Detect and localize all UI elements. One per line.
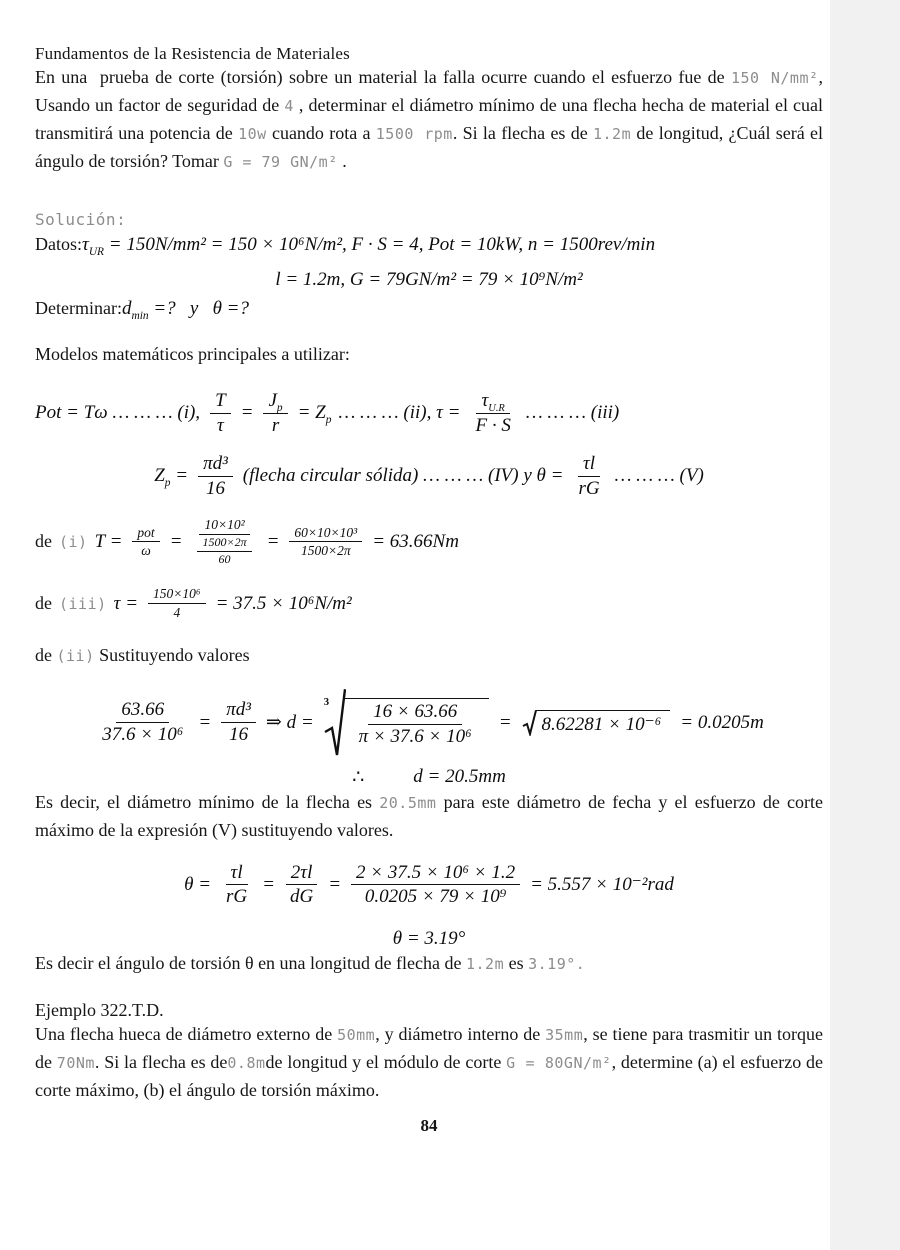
fraction-numerator: τl <box>226 862 248 886</box>
datos-label: Datos: <box>35 234 82 254</box>
subscript: min <box>131 309 149 322</box>
text-run: , Usando un factor de seguridad de <box>35 67 824 115</box>
math-text: = 0.0205m <box>680 711 764 733</box>
text-run: . <box>337 151 347 171</box>
equation-torque <box>35 517 823 566</box>
fraction-numerator: πd³ <box>221 699 256 723</box>
math-text: = 150N/mm² = 150 × 10⁶N/m², F · S = 4, Pot = 10kW, n = 1500rev/min <box>104 234 656 255</box>
radical-sign-icon <box>522 709 537 736</box>
fraction-numerator: 1500×2π <box>197 536 251 552</box>
text-run-mono: 10w <box>238 125 267 143</box>
math-text: Pot = Tω … … … (i), <box>35 402 201 424</box>
text-run-mono: 20.5mm <box>379 793 437 812</box>
equation-ref: (i) <box>59 532 88 551</box>
fraction-denominator: 1500×2π <box>301 543 351 559</box>
math-text: θ = 3.19° <box>392 928 466 950</box>
text-run-mono: 1.2m <box>593 125 632 143</box>
math-text: = <box>328 873 342 895</box>
fraction-denominator: τ <box>216 414 224 436</box>
root-index: 3 <box>323 695 330 708</box>
fraction-denominator: dG <box>289 886 314 908</box>
text-run: , se tiene para trasmitir un torque de <box>35 1024 823 1073</box>
equation-theta-result <box>35 928 823 950</box>
fraction <box>573 453 604 500</box>
math-text: = 37.5 × 10⁶N/m² <box>215 592 352 614</box>
subscript: UR <box>88 245 104 258</box>
fraction-denominator: r <box>271 414 280 436</box>
math-text: … … … (V) <box>614 465 704 487</box>
math-text: θ = <box>184 873 212 895</box>
fraction <box>192 517 256 566</box>
text-run-mono: 150 N/mm² <box>730 69 819 87</box>
note-text: Sustituyendo valores <box>99 644 250 665</box>
datos-line <box>35 234 823 256</box>
fraction-numerator: πd³ <box>198 453 233 477</box>
text-run: Es decir el ángulo de torsión θ en una longitud de flecha de <box>35 953 466 974</box>
text-run: Una flecha hueca de diámetro externo de <box>35 1024 338 1045</box>
equation-ref: (ii) <box>56 646 95 665</box>
models-heading: Modelos matemáticos principales a utilizar: <box>35 344 350 364</box>
fraction <box>351 862 520 909</box>
fraction-denominator: π × 37.6 × 10⁶ <box>358 725 472 747</box>
text-run-mono: 70Nm <box>56 1054 95 1073</box>
fraction <box>198 453 233 500</box>
fraction-denominator: 60 <box>218 551 231 566</box>
fraction <box>221 862 252 909</box>
math-text: =? y θ =? <box>148 298 249 319</box>
fraction-numerator: 63.66 <box>116 699 169 723</box>
radicand <box>345 698 489 748</box>
math-text: ⇒ d = <box>265 712 314 734</box>
fraction-denominator: 16 <box>205 477 225 499</box>
equation-twist-angle <box>35 862 823 909</box>
fraction-denominator: rG <box>578 477 600 499</box>
fraction-numerator: 16 × 63.66 <box>368 701 462 725</box>
page-number: 84 <box>420 1116 438 1136</box>
determinar-line <box>35 298 823 320</box>
solution-label: Solución: <box>35 210 127 229</box>
example-statement <box>35 1021 823 1104</box>
fraction <box>221 699 256 746</box>
paragraph-angle-conclusion <box>35 950 823 978</box>
text-run-mono: 1500 rpm <box>375 125 453 143</box>
fraction-numerator: $J_p$ <box>263 390 287 414</box>
determinar-label: Determinar: <box>35 298 122 318</box>
text-run-mono: G = 80GN/m² <box>506 1054 612 1073</box>
math-text: d = 20.5mm <box>413 766 506 788</box>
subscript: p <box>325 414 332 427</box>
text-run: , determine (a) el esfuerzo de corte máximo, (b) el ángulo de torsión máximo. <box>35 1052 823 1101</box>
text-run: . Si la flecha es de <box>94 1052 228 1073</box>
math-text: = <box>198 711 212 733</box>
equation-tau-allowable <box>35 586 823 620</box>
math-text: = <box>262 873 275 895</box>
fraction-denominator: 37.6 × 10⁶ <box>102 724 184 746</box>
fraction-numerator: 2 × 37.5 × 10⁶ × 1.2 <box>351 862 520 886</box>
nested-fraction <box>197 536 251 567</box>
example-heading: Ejemplo 322.T.D. <box>35 1000 164 1021</box>
text-run-mono: 3.19°. <box>528 955 586 974</box>
cube-root-radical <box>324 688 489 758</box>
text-run: de longitud, ¿Cuál será el ángulo de torsión? Tomar <box>35 123 824 171</box>
subscript: p <box>276 401 283 414</box>
substitution-note <box>35 645 823 666</box>
fraction-denominator: rG <box>226 886 248 908</box>
math-text: = 5.557 × 10⁻²rad <box>530 874 674 896</box>
fraction <box>289 525 362 559</box>
fraction <box>97 699 188 746</box>
fraction-denominator: F · S <box>475 414 511 436</box>
fraction-denominator: 0.0205 × 79 × 10⁹ <box>364 886 507 908</box>
text-run-mono: G = 79 GN/m² <box>223 153 338 171</box>
fraction-numerator: pot <box>132 525 159 543</box>
page-content <box>35 0 823 1136</box>
radicand: 8.62281 × 10⁻⁶ <box>536 710 671 736</box>
page-edge-strip <box>830 0 900 1250</box>
therefore-symbol: ∴ <box>352 766 365 788</box>
math-text: (flecha circular sólida) … … … (IV) y θ = <box>242 465 564 487</box>
conclusion-diameter <box>35 766 823 789</box>
text-run: , y diámetro interno de <box>375 1024 546 1045</box>
text-run: . Si la flecha es de <box>452 123 593 143</box>
text-run: de longitud y el módulo de corte <box>265 1052 507 1073</box>
text-run-mono: 0.8m <box>227 1054 266 1073</box>
fraction <box>354 701 477 748</box>
text-run: cuando rota a <box>266 123 376 143</box>
math-text: τ = <box>113 592 139 614</box>
running-header: Fundamentos de la Resistencia de Materiales <box>35 44 350 63</box>
text-run: Es decir, el diámetro mínimo de la flecha es <box>35 791 380 812</box>
text-run: es <box>504 953 529 974</box>
fraction-numerator: 10×10² <box>199 517 249 535</box>
math-text: = <box>498 711 512 733</box>
math-text: = <box>266 530 280 552</box>
fraction-numerator: T <box>210 390 231 414</box>
de-label: de <box>35 531 52 552</box>
text-run-mono: 4 <box>284 97 294 115</box>
math-symbol: τ <box>82 234 89 255</box>
math-text: … … … (iii) <box>525 402 620 424</box>
de-label: de <box>35 593 52 613</box>
equation-zp-theta <box>35 453 823 500</box>
fraction-numerator: 2τl <box>286 862 318 886</box>
fraction <box>132 525 159 559</box>
math-text: = $Z_p$ <box>297 402 332 427</box>
fraction <box>470 390 515 437</box>
text-run-mono: 50mm <box>337 1026 376 1045</box>
fraction <box>263 390 287 437</box>
math-symbol: d <box>121 298 132 319</box>
square-root-radical <box>522 709 671 736</box>
math-text: = <box>240 402 254 424</box>
fraction-numerator: 60×10×10³ <box>289 525 362 543</box>
equation-diameter <box>35 688 823 758</box>
text-run-mono: 35mm <box>545 1026 584 1045</box>
math-text: = <box>169 530 183 552</box>
math-text: $Z_p$ = <box>154 465 189 489</box>
fraction-numerator: 150×10⁶ <box>148 586 206 604</box>
fraction-denominator: ω <box>141 543 151 559</box>
determinar-math <box>121 298 249 322</box>
fraction <box>210 390 231 437</box>
de-label: de <box>35 644 52 665</box>
math-text: l = 1.2m, G = 79GN/m² = 79 × 10⁹N/m² <box>275 269 583 290</box>
datos-math <box>82 234 656 258</box>
equation-principal-models <box>35 390 823 437</box>
text-run-mono: 1.2m <box>466 955 505 974</box>
problem-statement <box>35 64 823 176</box>
text-run: para este diámetro de fecha y el esfuerzo de corte máximo de la expresión (V) sustituyendo valores. <box>35 791 823 840</box>
subscript: U.R <box>488 402 505 414</box>
text-run: En una prueba de corte (torsión) sobre un material la falla ocurre cuando el esfuerzo fue de <box>35 67 731 87</box>
fraction-numerator: $\tau_{U.R}$ <box>476 390 509 414</box>
fraction <box>285 862 318 909</box>
math-text: = 63.66Nm <box>372 530 459 552</box>
given-values-line <box>35 269 823 291</box>
fraction-numerator: τl <box>578 453 600 477</box>
fraction <box>148 586 206 620</box>
fraction-denominator: 16 <box>229 724 249 746</box>
text-run: , determinar el diámetro mínimo de una flecha hecha de material el cual transmitirá una potencia de <box>35 95 823 143</box>
fraction-denominator <box>192 535 256 567</box>
fraction-denominator: 4 <box>173 605 181 620</box>
equation-ref: (iii) <box>59 594 107 613</box>
math-text: … … … (ii), τ = <box>338 402 461 424</box>
math-text: T = <box>94 530 123 552</box>
subscript: p <box>164 476 171 489</box>
paragraph-diameter-conclusion <box>35 789 823 844</box>
